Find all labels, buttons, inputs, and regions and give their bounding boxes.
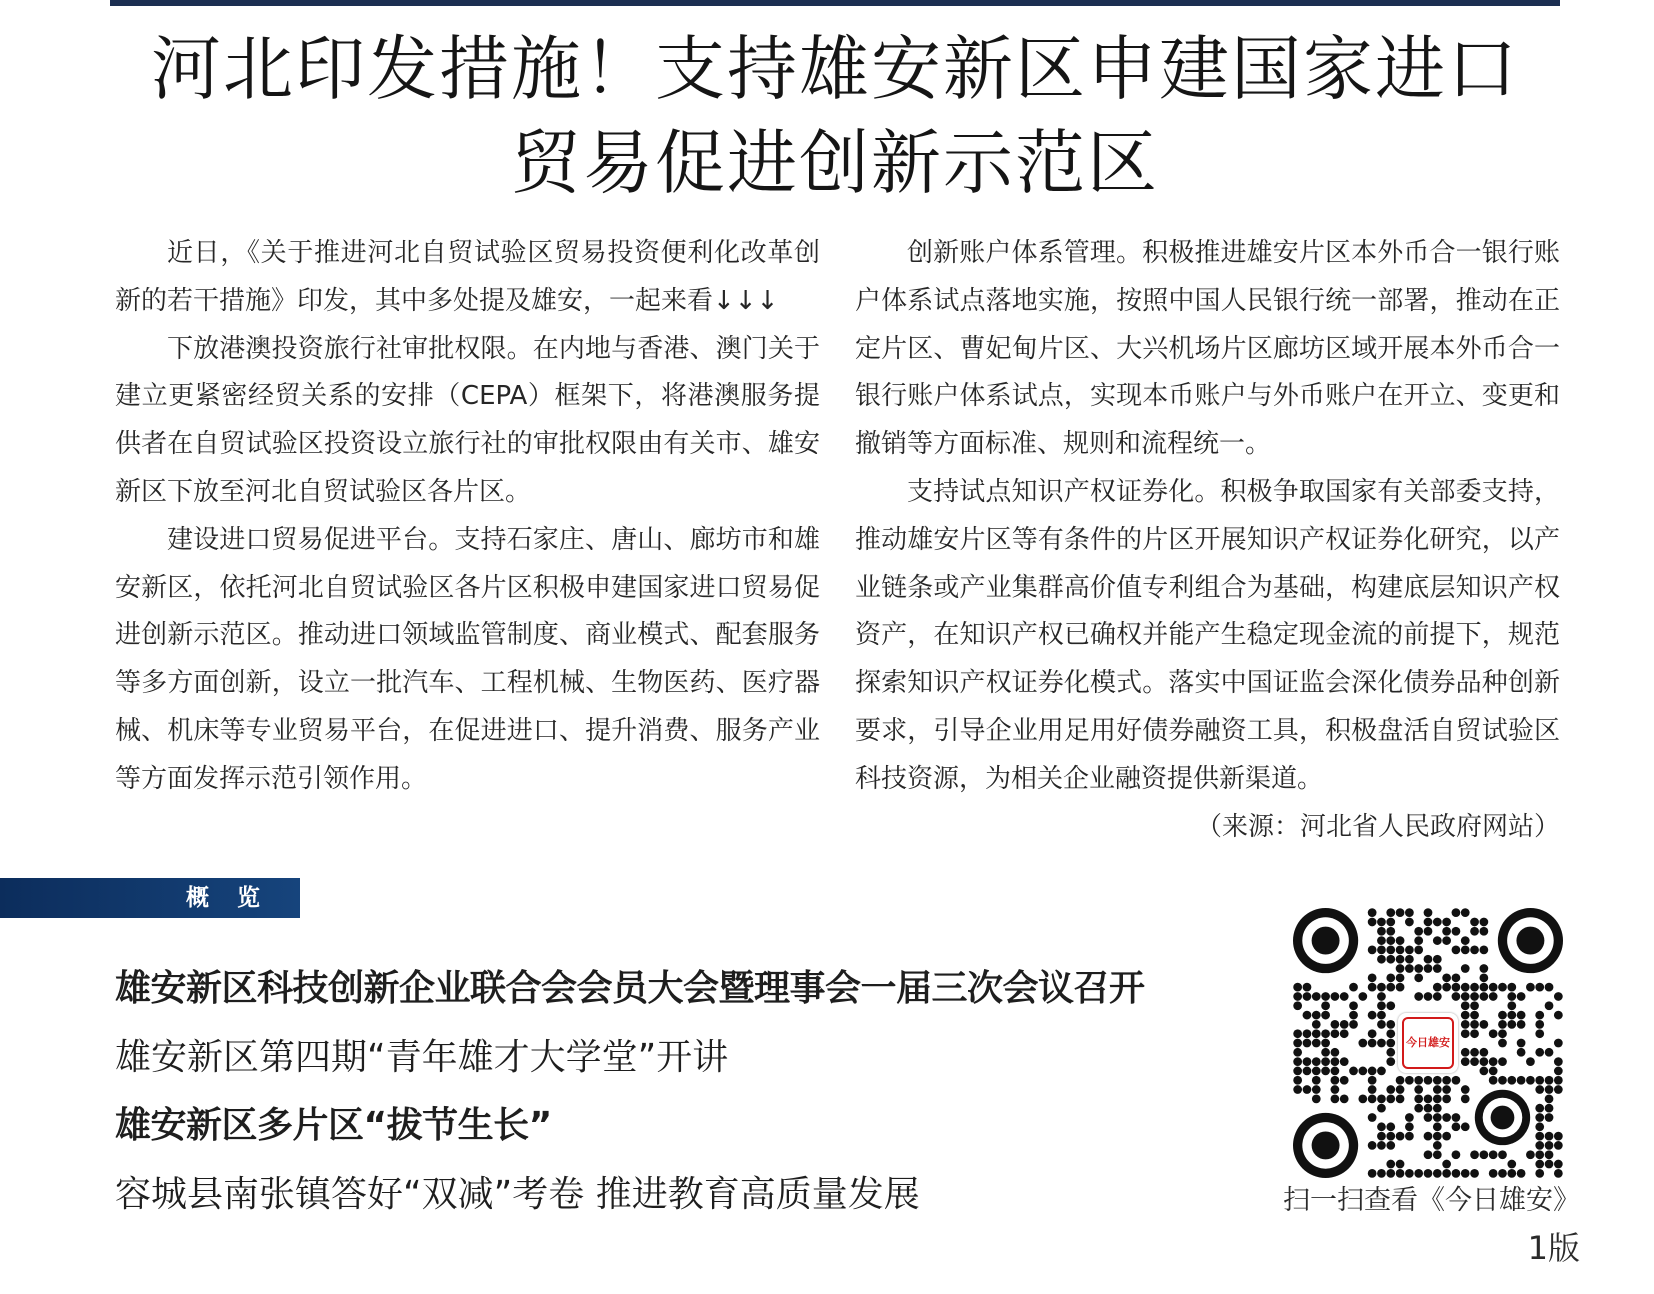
page-number: 1版 [1527,1229,1580,1267]
overview-item[interactable]: 雄安新区科技创新企业联合会会员大会暨理事会一届三次会议召开 [115,968,1145,1009]
overview-section-label: 概 览 [0,878,300,918]
article-paragraph: 创新账户体系管理。积极推进雄安片区本外币合一银行账户体系试点落地实施，按照中国人民银行统一部署，推动在正定片区、曹妃甸片区、大兴机场片区廊坊区域开展本外币合一银行账户体系试点，实现本币账户与外币账户在开立、变更和撤销等方面标准、规则和流程统一。 [855,238,1560,460]
article-paragraph: 近日，《关于推进河北自贸试验区贸易投资便利化改革创新的若干措施》印发，其中多处提及雄安，一起来看↓↓↓ [115,238,820,316]
article-paragraph: 下放港澳投资旅行社审批权限。在内地与香港、澳门关于建立更紧密经贸关系的安排（CEPA）框架下，将港澳服务提供者在自贸试验区投资设立旅行社的审批权限由有关市、雄安新区下放至河北自贸试验区各片区。 [115,333,820,507]
article-paragraph: 建设进口贸易促进平台。支持石家庄、唐山、廊坊市和雄安新区，依托河北自贸试验区各片区积极申建国家进口贸易促进创新示范区。推动进口领域监管制度、商业模式、配套服务等多方面创新，设立一批汽车、工程机械、生物医药、医疗器械、机床等专业贸易平台，在促进进口、提升消费、服务产业等方面发挥示范引领作用。 [115,524,820,794]
overview-item[interactable]: 雄安新区第四期“青年雄才大学堂”开讲 [115,1036,729,1078]
article-source: （来源：河北省人民政府网站） [1195,811,1560,842]
headline [110,22,1560,210]
qr-logo-text: 今日雄安 [1402,1017,1454,1069]
headline-line-2: 贸易促进创新示范区 [511,122,1159,204]
article-body [115,230,1560,850]
article-paragraph-text: 支持试点知识产权证券化。积极争取国家有关部委支持，推动雄安片区等有条件的片区开展知识产权证券化研究，以产业链条或产业集群高价值专利组合为基础，构建底层知识产权资产，在知识产权已确权并能产生稳定现金流的前提下，规范探索知识产权证券化模式。落实中国证监会深化债券品种创新要求，引导企业用足用好债券融资工具，积极盘活自贸试验区科技资源，为相关企业融资提供新渠道。 [855,476,1560,794]
article-column-left [115,230,820,850]
article-paragraph [855,469,1560,842]
article-column-right [855,230,1560,850]
qr-code[interactable] [1293,908,1563,1178]
headline-line-1: 河北印发措施！支持雄安新区申建国家进口 [151,28,1519,110]
qr-logo [1398,1013,1458,1073]
overview-list [115,955,1245,1229]
overview-item[interactable]: 容城县南张镇答好“双减”考卷 推进教育高质量发展 [115,1173,920,1215]
overview-item[interactable]: 雄安新区多片区“拔节生长” [115,1105,552,1146]
qr-caption: 扫一扫查看《今日雄安》 [1283,1185,1580,1216]
top-rule [110,0,1560,6]
